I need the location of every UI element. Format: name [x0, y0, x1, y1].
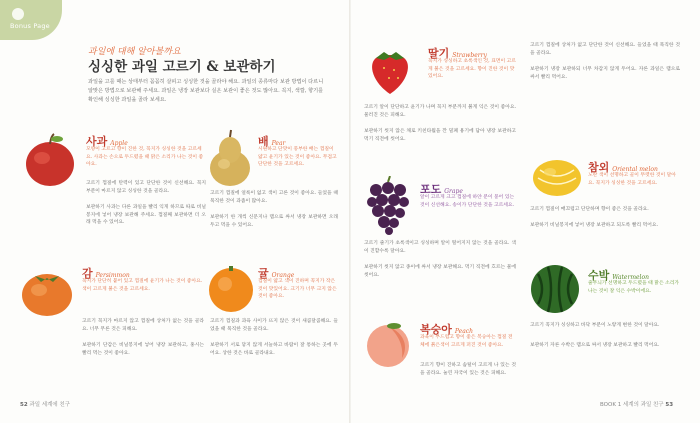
orange-name: 귤: [258, 267, 269, 280]
right-page-number: 53: [665, 402, 674, 408]
leaf-icon: [12, 8, 24, 20]
strawberry-eng: Strawberry: [452, 52, 487, 59]
watermelon-choose: 고르기 꼭지가 싱싱하고 바닥 부분이 노랗게 변한 것이 달아요.: [530, 323, 660, 328]
pear-eng: Pear: [271, 140, 286, 147]
oriental-melon-desc: 노란 색이 선명하고 골이 뚜렷한 것이 달아요. 꼭지가 싱싱한 것을 고르세요.: [588, 173, 676, 186]
footer-left: [20, 400, 70, 408]
watermelon-eng: Watermelon: [612, 274, 649, 281]
grape-desc: 알이 고르게 크고 껍질에 하얀 분이 묻어 있는 것이 신선해요. 송이가 단단한 것을 고르세요.: [420, 195, 515, 208]
peach-image: [362, 318, 414, 370]
pear-store: 보관하기 한 개씩 신문지나 랩으로 싸서 냉장 보관하면 오래 두고 먹을 수 있어요.: [210, 215, 338, 228]
oriental-melon-image: [530, 152, 584, 200]
pear-image: [205, 128, 255, 188]
strawberry-desc: 꼭지가 싱싱하고 초록색인 것, 표면이 고르게 붉은 것을 고르세요. 향이 진한 것이 맛있어요.: [428, 59, 516, 79]
right-running-title: BOOK 1 세계의 과일 친구: [600, 402, 664, 408]
orange-desc: 껍질이 얇고 색이 진하며 꼭지가 작은 것이 맛있어요. 크기가 너무 크지 않은 것이 좋아요.: [258, 279, 337, 299]
peach-choose: 고르기 향이 진하고 솜털이 고르게 나 있는 것을 골라요. 눌린 자국이 있는 것은 피해요.: [420, 363, 516, 376]
apple-store: 보관하기 사과는 다른 과일을 빨리 익게 하므로 따로 비닐봉지에 넣어 냉장 보관해 주세요. 껍질째 보관하면 더 오래 먹을 수 있어요.: [86, 205, 206, 225]
grape-choose: 고르기 줄기가 초록색이고 싱싱하며 알이 떨어지지 않는 것을 골라요. 색이 진할수록 달아요.: [364, 241, 516, 254]
oriental-melon-store: 보관하기 비닐봉지에 넣어 냉장 보관하고 되도록 빨리 먹어요.: [530, 223, 659, 228]
footer-right: [600, 400, 673, 408]
watermelon-image: [528, 262, 582, 316]
grape-eng: Grape: [444, 188, 463, 195]
left-page-number: 52: [20, 402, 28, 408]
page-gutter: [349, 0, 351, 423]
orange-image: [205, 262, 257, 314]
intro-subtitle: 과일에 대해 알아볼까요: [88, 47, 181, 57]
left-running-title: 과일 세계에 친구: [29, 402, 71, 408]
apple-eng: Apple: [110, 140, 128, 147]
persimmon-store: 보관하기 단감은 비닐봉지에 넣어 냉장 보관하고, 홍시는 빨리 먹는 것이 좋아요.: [82, 343, 204, 356]
extra-store: 보관하기 냉장 보관하되 너무 차갑지 않게 두어요. 자른 과일은 랩으로 싸서 빨리 먹어요.: [530, 67, 680, 80]
apple-image: [20, 130, 80, 190]
grape-image: [362, 176, 414, 236]
peach-name: 복숭아: [420, 323, 452, 336]
grape-store: 보관하기 씻지 않고 종이에 싸서 냉장 보관해요. 먹기 직전에 흐르는 물에 씻어요.: [364, 265, 516, 278]
page-title: 싱싱한 과일 고르기 & 보관하기: [88, 59, 276, 75]
oriental-melon-eng: Oriental melon: [612, 166, 658, 173]
apple-choose: 고르기 껍질에 탄력이 있고 단단한 것이 신선해요. 꼭지 부분이 마르지 않고 싱싱한 것을 골라요.: [86, 181, 206, 194]
extra-choose: 고르기 껍질에 상처가 없고 단단한 것이 신선해요. 들었을 때 묵직한 것을 골라요.: [530, 43, 680, 56]
intro-text: 과일을 고를 때는 상태부터 꼼꼼히 살피고 싱싱한 것을 골라야 해요. 과일의 종류마다 보관 방법이 다르니 알맞은 방법으로 보관해 주세요. 과일은 냉장 보관보다 실온 보관이 좋은 것도 많아요. 꼭지, 색깔, 향기를 확인해 싱싱한 과일을 골라 보세요.: [88, 79, 324, 103]
orange-choose: 고르기 껍질과 과육 사이가 뜨지 않은 것이 새콤달콤해요. 들었을 때 묵직한 것을 골라요.: [210, 319, 338, 332]
apple-desc: 모양이 고르고 향이 진한 것, 꼭지가 싱싱한 것을 고르세요. 사과는 손으로 두드렸을 때 맑은 소리가 나는 것이 좋아요.: [86, 147, 204, 167]
orange-store: 보관하기 서로 닿지 않게 서늘하고 바람이 잘 통하는 곳에 두어요. 상한 것은 바로 골라내요.: [210, 343, 338, 356]
grape-name: 포도: [420, 183, 442, 196]
pear-choose: 고르기 껍질에 얼룩이 없고 색이 고른 것이 좋아요. 들었을 때 묵직한 것이 과즙이 많아요.: [210, 191, 338, 204]
persimmon-eng: Persimmon: [95, 272, 130, 279]
strawberry-store: 보관하기 씻지 않은 채로 키친타월을 깐 밀폐 용기에 담아 냉장 보관하고 먹기 직전에 씻어요.: [364, 129, 516, 142]
watermelon-name: 수박: [588, 269, 610, 282]
pear-name: 배: [258, 135, 269, 148]
persimmon-choose: 고르기 꼭지가 마르지 않고 껍질에 상처가 없는 것을 골라요. 너무 무른 것은 피해요.: [82, 319, 204, 332]
persimmon-desc: 꼭지가 단단히 붙어 있고 껍질에 윤기가 나는 것이 좋아요. 색이 고르게 붉은 것을 고르세요.: [82, 279, 203, 292]
apple-name: 사과: [86, 135, 108, 148]
oriental-melon-choose: 고르기 껍질이 매끄럽고 단단하며 향이 좋은 것을 골라요.: [530, 207, 649, 212]
strawberry-image: [362, 42, 418, 98]
persimmon-name: 감: [82, 267, 93, 280]
bonus-page-label: Bonus Page: [10, 22, 50, 30]
orange-eng: Orange: [271, 272, 295, 279]
peach-eng: Peach: [454, 328, 474, 335]
peach-desc: 과육이 부드럽고 향이 좋은 복숭아는 껍질 전체에 붉은색이 고르게 퍼진 것이 좋아요.: [420, 335, 513, 348]
bonus-page-tab: [0, 0, 62, 40]
strawberry-name: 딸기: [428, 47, 450, 60]
pear-desc: 시원하고 단맛이 풍부한 배는 껍질이 얇고 윤기가 있는 것이 좋아요. 무겁고 단단한 것을 고르세요.: [258, 147, 337, 167]
watermelon-store: 보관하기 자른 수박은 랩으로 싸서 냉장 보관하고 빨리 먹어요.: [530, 343, 660, 348]
strawberry-choose: 고르기 알이 단단하고 윤기가 나며 꼭지 부분까지 붉게 익은 것이 좋아요. 물러진 것은 피해요.: [364, 105, 516, 118]
persimmon-image: [18, 262, 76, 320]
watermelon-desc: 줄무늬가 선명하고 두드렸을 때 맑은 소리가 나는 것이 잘 익은 수박이에요.: [588, 281, 680, 294]
oriental-melon-name: 참외: [588, 161, 610, 174]
